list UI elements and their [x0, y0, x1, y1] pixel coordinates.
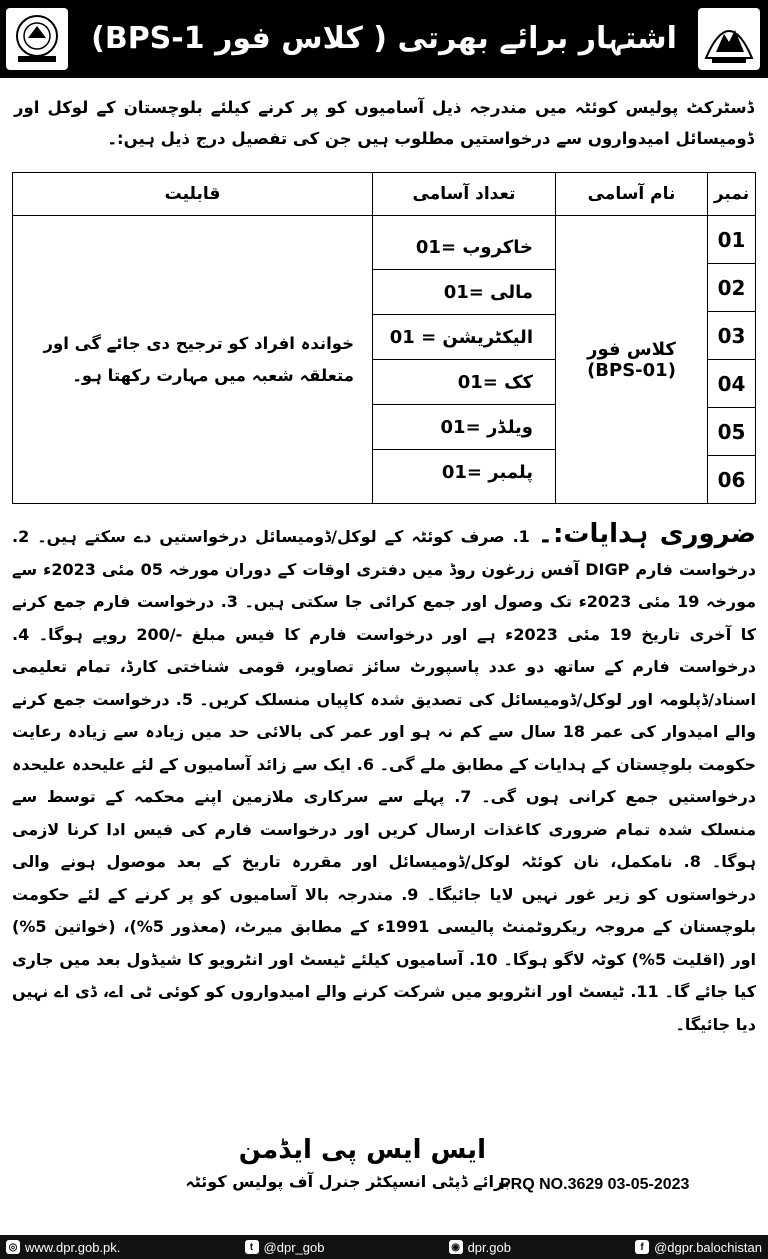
prq-number: PRQ NO.3629 03-05-2023 — [500, 1176, 690, 1193]
instructions-heading: ضروری ہدایات:۔ — [537, 519, 756, 549]
row-number: 02 — [708, 264, 756, 312]
footer-facebook[interactable] — [635, 1240, 762, 1255]
col-header-quantity: تعداد آسامی — [373, 173, 556, 216]
quantity-item: خاکروب =01 — [373, 225, 555, 270]
qualification-cell: خواندہ افراد کو ترجیح دی جائے گی اور متعلقہ شعبہ میں مہارت رکھتا ہو۔ — [13, 216, 373, 504]
row-number: 05 — [708, 408, 756, 456]
police-emblem-icon — [6, 8, 68, 70]
signatory-title: برائے ڈپٹی انسپکٹر جنرل آف پولیس کوئٹہ — [185, 1172, 510, 1191]
quantity-item: پلمبر =01 — [441, 461, 533, 483]
instagram-icon: ◉ — [449, 1240, 463, 1254]
instructions-section — [12, 518, 756, 1041]
facebook-icon: f — [635, 1240, 649, 1254]
posts-table — [12, 172, 756, 504]
footer-label: www.dpr.gob.pk. — [25, 1239, 121, 1255]
header-banner — [0, 0, 768, 78]
col-header-post-name: نام آسامی — [556, 173, 708, 216]
footer-label: @dgpr.balochistan — [654, 1239, 762, 1255]
footer-instagram[interactable] — [449, 1240, 511, 1255]
signatory-name: ایس ایس پی ایڈمن — [238, 1135, 486, 1165]
intro-text: ڈسٹرکٹ پولیس کوئٹہ میں مندرجہ ذیل آسامیوں کو پر کرنے کیلئے بلوچستان کے لوکل اور ڈومیسائل امیدواروں سے درخواستیں مطلوب ہیں جن کی تفصیل درج ذیل ہیں:۔ — [14, 98, 754, 148]
row-number: 06 — [708, 456, 756, 504]
globe-icon: ◎ — [6, 1240, 20, 1254]
intro-paragraph — [14, 92, 754, 154]
footer-website[interactable] — [6, 1240, 120, 1255]
quantity-item: کک =01 — [373, 360, 555, 405]
instructions-text: 1. صرف کوئٹہ کے لوکل/ڈومیسائل درخواستیں دے سکتے ہیں۔ 2. درخواست فارم DIGP آفس زرغون روڈ میں دفتری اوقات کے دوران مورخہ 05 مئی 2023ء سے مورخہ 19 مئی 2023ء تک وصول اور جمع کرائی جا سکتی ہیں۔ 3. درخواست فارم جمع کرنے کا آخری تاریخ 19 مئی 2023ء ہے اور درخواست فارم کا فیس مبلغ -/200 روپے ہوگا۔ 4. درخواست فارم کے ساتھ دو عدد پاسپورٹ سائز تصاویر، قومی شناختی کارڈ، تمام تعلیمی اسناد/ڈپلومہ اور لوکل/ڈومیسائل کی تصدیق شدہ کاپیاں منسلک کریں۔ 5. درخواست جمع کرنے والے امیدوار کی عمر 18 سال سے کم نہ ہو اور عمر کی بالائی حد میں زیادہ سے زیادہ رعایت حکومت بلوچستان کے ہدایات کے مطابق ملے گی۔ 6. ایک سے زائد آسامیوں کے لئے علیحدہ علیحدہ درخواستیں جمع کرانی ہوں گی۔ 7. پہلے سے سرکاری ملازمین اپنے محکمہ کے توسط سے منسلک شدہ تمام ضروری کاغذات ارسال کریں اور درخواست فارم کی فیس ادا کرنا لازمی ہوگا۔ 8. نامکمل، نان کوئٹہ لوکل/ڈومیسائل اور مقررہ تاریخ کے بعد موصول ہونے والی درخواستوں کو زیر غور نہیں لایا جائیگا۔ 9. مندرجہ بالا آسامیوں کو پر کرنے کے لئے حکومت بلوچستان کے مروجہ ریکروٹمنٹ پالیسی 1991ء کے مطابق میرٹ، (معذور 5%)، (خواتین 5%) اور (اقلیت 5%) کوٹہ لاگو ہوگا۔ 10. آسامیوں کیلئے ٹیسٹ اور انٹرویو کا شیڈول بعد میں جاری کیا جائے گا۔ 11. ٹیسٹ اور انٹرویو میں شرکت کرنے والے امیدواروں کو کوئی ٹی اے، ڈی اے نہیں دیا جائیگا۔ — [12, 527, 757, 1034]
twitter-icon: t — [245, 1240, 259, 1254]
footer-label: dpr.gob — [467, 1239, 511, 1255]
row-number: 03 — [708, 312, 756, 360]
post-name-cell: کلاس فور (BPS-01) — [556, 216, 708, 504]
footer-label: @dpr_gob — [263, 1239, 325, 1255]
quantity-cell — [373, 216, 556, 504]
balochistan-emblem-icon — [698, 8, 760, 70]
table-row — [13, 216, 756, 264]
quantity-item: ویلڈر =01 — [373, 405, 555, 450]
col-header-qualification: قابلیت — [13, 173, 373, 216]
table-header-row — [13, 173, 756, 216]
row-number: 01 — [708, 216, 756, 264]
col-header-number: نمبر — [708, 173, 756, 216]
page-title: اشتہار برائے بھرتی ( کلاس فور BPS-1) — [91, 21, 677, 56]
row-number: 04 — [708, 360, 756, 408]
footer-bar — [0, 1235, 768, 1259]
footer-twitter[interactable] — [245, 1240, 325, 1255]
quantity-item: مالی =01 — [373, 270, 555, 315]
quantity-item: الیکٹریشن = 01 — [373, 315, 555, 360]
